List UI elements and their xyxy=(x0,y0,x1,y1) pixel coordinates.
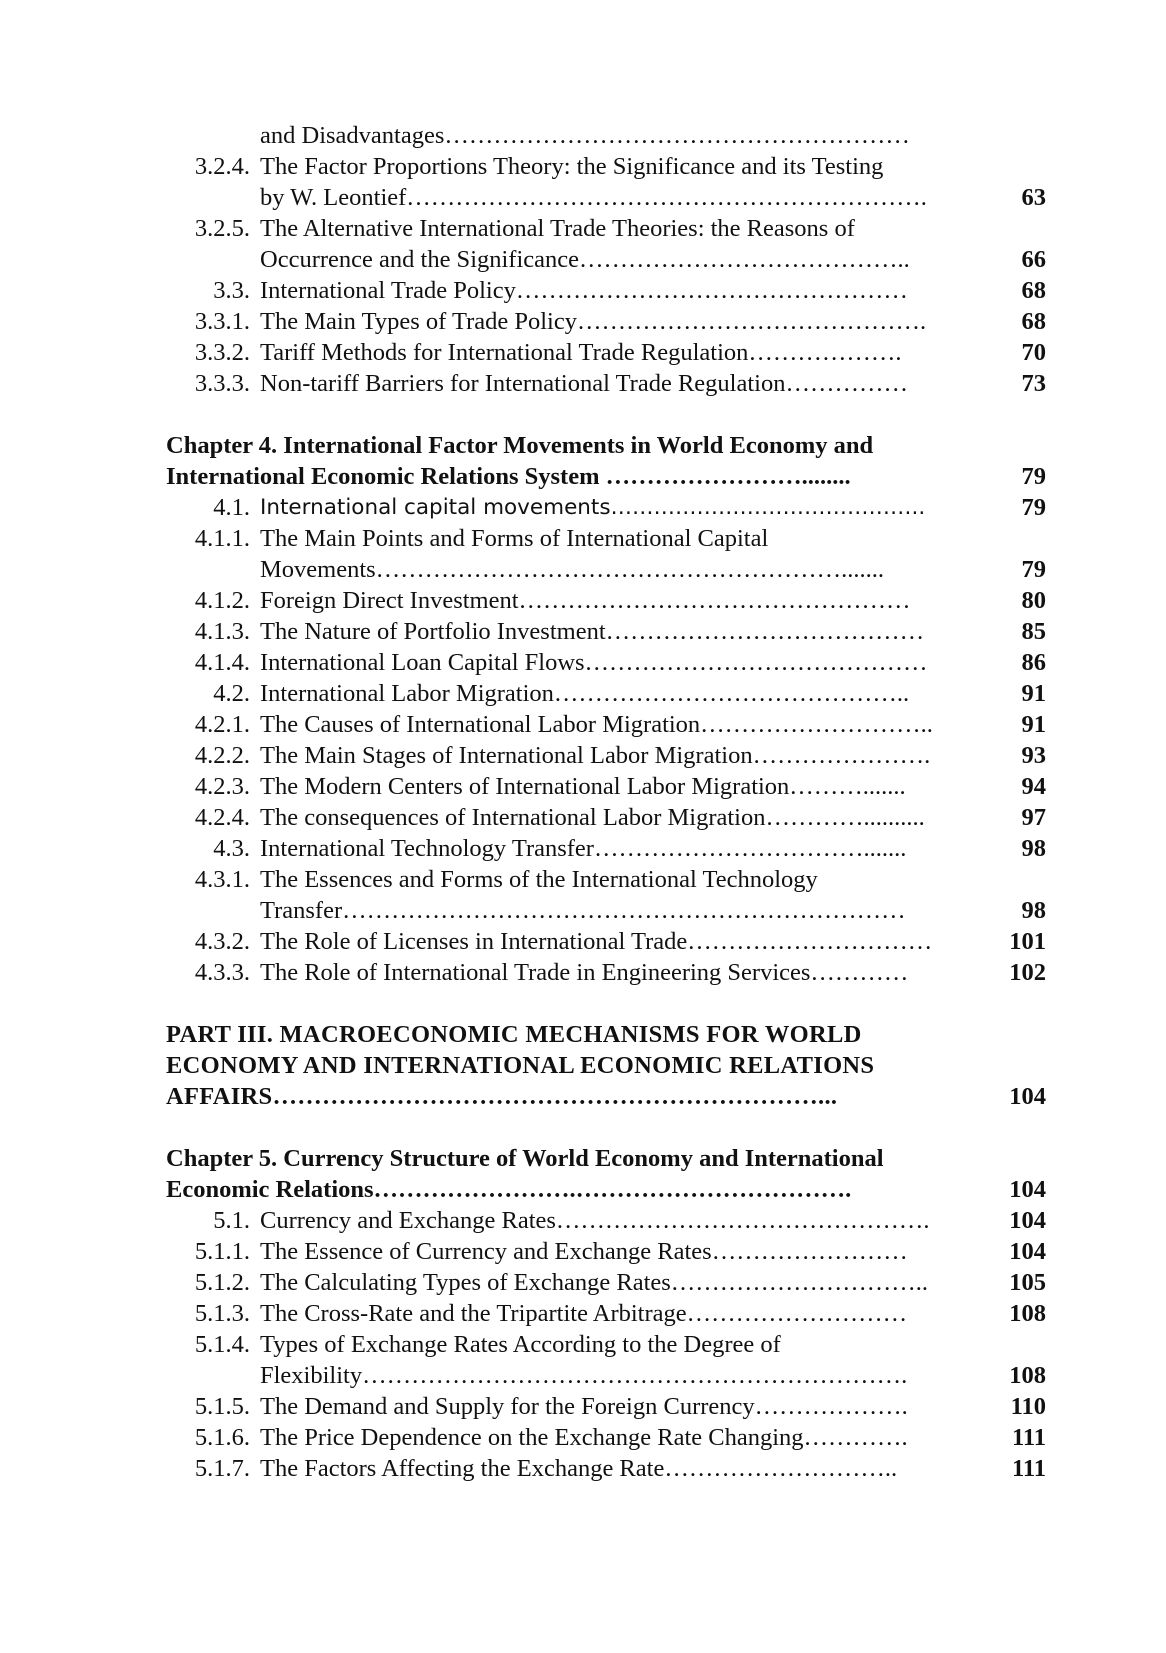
toc-entry xyxy=(166,1329,1046,1391)
section-spacer xyxy=(166,399,1046,430)
entry-number: 4.3. xyxy=(213,835,250,862)
page-number: 104 xyxy=(1009,1238,1046,1265)
page-number: 63 xyxy=(1021,184,1046,211)
toc-entry xyxy=(166,709,1046,740)
entry-title: The Essence of Currency and Exchange Rates…………………… xyxy=(260,1238,908,1265)
heading-title: PART III. MACROECONOMIC MECHANISMS FOR WORLD ECONOMY AND INTERNATIONAL ECONOMIC RELATIONS AFFAIRS…………………………………………………………... xyxy=(166,1021,875,1110)
entry-number: 4.3.1. xyxy=(194,866,250,893)
entry-title: and Disadvantages………………………………………………… xyxy=(260,122,910,149)
entry-title: The Essences and Forms of the International Technology Transfer…………………………………………………………… xyxy=(260,866,906,924)
entry-title: The Calculating Types of Exchange Rates………………………….. xyxy=(260,1269,929,1296)
entry-number: 5.1.3. xyxy=(194,1300,250,1327)
entry-number: 4.1.3. xyxy=(194,618,250,645)
toc-entry xyxy=(166,337,1046,368)
entry-title: International Loan Capital Flows…………………………………… xyxy=(260,649,928,676)
entry-title: The Role of International Trade in Engineering Services………… xyxy=(260,959,909,986)
page-number: 97 xyxy=(1021,804,1046,831)
page-number: 68 xyxy=(1021,277,1046,304)
entry-number: 5.1. xyxy=(213,1207,250,1234)
entry-title: The Main Stages of International Labor Migration…………………. xyxy=(260,742,931,769)
entry-number: 3.3.3. xyxy=(194,370,250,397)
heading-title: Chapter 4. International Factor Movements in World Economy and International Economic Relations System ……………………........ xyxy=(166,432,874,490)
page-number: 68 xyxy=(1021,308,1046,335)
entry-number: 4.2.3. xyxy=(194,773,250,800)
page-number: 110 xyxy=(1010,1393,1046,1420)
toc-entry xyxy=(166,1267,1046,1298)
entry-title: Foreign Direct Investment………………………………………… xyxy=(260,587,911,614)
entry-number: 3.3. xyxy=(213,277,250,304)
entry-title: The Demand and Supply for the Foreign Currency………………. xyxy=(260,1393,908,1420)
page-number: 98 xyxy=(1021,835,1046,862)
toc-entry xyxy=(166,957,1046,988)
page-number: 105 xyxy=(1009,1269,1046,1296)
toc-heading xyxy=(166,1143,1046,1205)
toc-entry xyxy=(166,926,1046,957)
entry-number: 5.1.4. xyxy=(194,1331,250,1358)
page-number: 91 xyxy=(1021,711,1046,738)
table-of-contents xyxy=(166,120,1046,1484)
toc-entry xyxy=(166,306,1046,337)
toc-entry xyxy=(166,1298,1046,1329)
toc-heading xyxy=(166,430,1046,492)
toc-entry xyxy=(166,492,1046,523)
section-spacer xyxy=(166,1112,1046,1143)
entry-title: The Main Types of Trade Policy……………………………………. xyxy=(260,308,927,335)
toc-entry xyxy=(166,368,1046,399)
toc-entry xyxy=(166,864,1046,926)
page-number: 79 xyxy=(1021,556,1046,583)
page-number: 102 xyxy=(1009,959,1046,986)
toc-entry xyxy=(166,523,1046,585)
toc-entry xyxy=(166,585,1046,616)
toc-entry xyxy=(166,647,1046,678)
toc-entry xyxy=(166,275,1046,306)
entry-number: 3.2.4. xyxy=(194,153,250,180)
page-number: 85 xyxy=(1021,618,1046,645)
page-number: 70 xyxy=(1021,339,1046,366)
toc-heading xyxy=(166,1019,1046,1112)
entry-title: Non-tariff Barriers for International Trade Regulation…………… xyxy=(260,370,908,397)
entry-title: The Factors Affecting the Exchange Rate……………………….. xyxy=(260,1455,898,1482)
page-number: 80 xyxy=(1021,587,1046,614)
page-number: 79 xyxy=(1021,463,1046,490)
entry-number: 5.1.2. xyxy=(194,1269,250,1296)
entry-number: 4.2. xyxy=(213,680,250,707)
toc-entry xyxy=(166,1391,1046,1422)
entry-title: The Nature of Portfolio Investment………………………………… xyxy=(260,618,925,645)
toc-entry xyxy=(166,1453,1046,1484)
toc-entry xyxy=(166,616,1046,647)
entry-title: The Main Points and Forms of International Capital Movements…………………………………………………....... xyxy=(260,525,885,583)
toc-entry xyxy=(166,678,1046,709)
entry-title: International Trade Policy………………………………………… xyxy=(260,277,908,304)
page-number: 111 xyxy=(1011,1424,1046,1451)
page-number: 108 xyxy=(1009,1300,1046,1327)
toc-entry xyxy=(166,802,1046,833)
entry-title: International capital movements…………………………………….. xyxy=(260,495,926,520)
toc-entry xyxy=(166,833,1046,864)
entry-number: 4.1.4. xyxy=(194,649,250,676)
toc-entry xyxy=(166,1236,1046,1267)
entry-number: 3.3.2. xyxy=(194,339,250,366)
page-number: 111 xyxy=(1011,1455,1046,1482)
entry-number: 4.2.2. xyxy=(194,742,250,769)
page-number: 98 xyxy=(1021,897,1046,924)
entry-title: The Alternative International Trade Theories: the Reasons of Occurrence and the Significance………………………………….. xyxy=(260,215,910,273)
page-number: 104 xyxy=(1009,1207,1046,1234)
entry-title: The consequences of International Labor Migration………….......... xyxy=(260,804,925,831)
entry-number: 4.1.2. xyxy=(194,587,250,614)
page-number: 108 xyxy=(1009,1362,1046,1389)
toc-entry xyxy=(166,151,1046,213)
entry-number: 4.2.1. xyxy=(194,711,250,738)
entry-title: The Modern Centers of International Labor Migration………....... xyxy=(260,773,906,800)
entry-number: 4.1.1. xyxy=(194,525,250,552)
page-number: 86 xyxy=(1021,649,1046,676)
entry-title: The Role of Licenses in International Trade………………………… xyxy=(260,928,933,955)
page-number: 73 xyxy=(1021,370,1046,397)
entry-number: 4.2.4. xyxy=(194,804,250,831)
entry-title: Currency and Exchange Rates………………………………………. xyxy=(260,1207,930,1234)
section-spacer xyxy=(166,988,1046,1019)
entry-number: 4.1. xyxy=(213,494,250,521)
entry-title: International Labor Migration…………………………………….. xyxy=(260,680,910,707)
entry-title: The Price Dependence on the Exchange Rate Changing…………. xyxy=(260,1424,908,1451)
entry-number: 4.3.3. xyxy=(194,959,250,986)
entry-title: International Technology Transfer……………………………....... xyxy=(260,835,907,862)
page-number: 101 xyxy=(1009,928,1046,955)
entry-title: The Cross-Rate and the Tripartite Arbitrage……………………… xyxy=(260,1300,908,1327)
entry-number: 5.1.1. xyxy=(194,1238,250,1265)
toc-entry xyxy=(166,1422,1046,1453)
page-number: 94 xyxy=(1021,773,1046,800)
toc-entry xyxy=(166,213,1046,275)
entry-number: 5.1.6. xyxy=(194,1424,250,1451)
entry-number: 5.1.7. xyxy=(194,1455,250,1482)
page-number: 91 xyxy=(1021,680,1046,707)
entry-number: 5.1.5. xyxy=(194,1393,250,1420)
entry-title: The Causes of International Labor Migration……………………….. xyxy=(260,711,933,738)
page-number: 104 xyxy=(1009,1083,1046,1110)
page-number: 79 xyxy=(1021,494,1046,521)
entry-title: Tariff Methods for International Trade Regulation………………. xyxy=(260,339,902,366)
toc-entry xyxy=(166,120,1046,151)
entry-number: 3.3.1. xyxy=(194,308,250,335)
toc-entry xyxy=(166,1205,1046,1236)
heading-title: Chapter 5. Currency Structure of World Economy and International Economic Relations…………………….……………………………. xyxy=(166,1145,884,1203)
entry-title: The Factor Proportions Theory: the Significance and its Testing by W. Leontief………………………………………………………. xyxy=(260,153,927,211)
toc-entry xyxy=(166,771,1046,802)
entry-number: 4.3.2. xyxy=(194,928,250,955)
entry-number: 3.2.5. xyxy=(194,215,250,242)
page-number: 66 xyxy=(1021,246,1046,273)
entry-title: Types of Exchange Rates According to the Degree of Flexibility…………………………………………………………. xyxy=(260,1331,908,1389)
page-number: 104 xyxy=(1009,1176,1046,1203)
page-number: 93 xyxy=(1021,742,1046,769)
toc-entry xyxy=(166,740,1046,771)
